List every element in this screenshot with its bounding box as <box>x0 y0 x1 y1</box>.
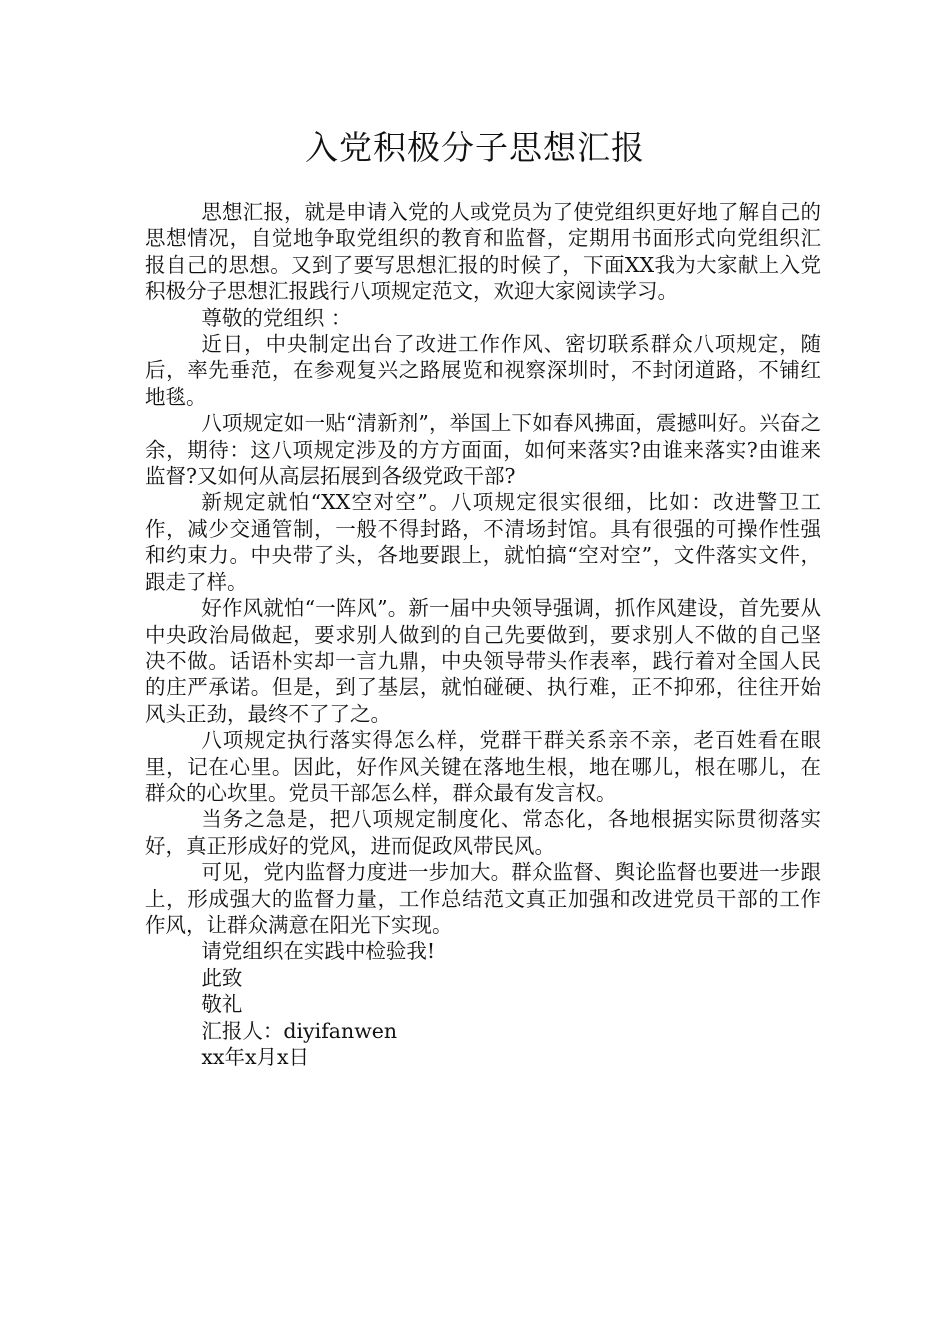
paragraph: 八项规定执行落实得怎么样，党群干群关系亲不亲，老百姓看在眼里，记在心里。因此，好作风关键在落地生根，地在哪儿，根在哪儿，在群众的心坎里。党员干部怎么样，群众最有发言权。 <box>145 728 821 805</box>
paragraph: 可见，党内监督力度进一步加大。群众监督、舆论监督也要进一步跟上，形成强大的监督力量，工作总结范文真正加强和改进党员干部的工作作风，让群众满意在阳光下实现。 <box>145 860 821 937</box>
closing-cizhi: 此致 <box>201 965 243 990</box>
paragraph: 好作风就怕“一阵风”。新一届中央领导强调，抓作风建设，首先要从中央政治局做起，要求别人做到的自己先要做到，要求别人不做的自己坚决不做。话语朴实却一言九鼎，中央领导带头作表率，践行着对全国人民的庄严承诺。但是，到了基层，就怕碰硬、执行难，正不抑邪，往往开始风头正劲，最终不了了之。 <box>145 596 821 726</box>
paragraph: 当务之急是，把八项规定制度化、常态化，各地根据实际贯彻落实好，真正形成好的党风，进而促政风带民风。 <box>145 807 821 858</box>
report-date: xx年x月x日 <box>201 1045 310 1069</box>
document-body <box>145 199 821 1070</box>
paragraph: 新规定就怕“XX空对空”。八项规定很实很细，比如：改进警卫工作，减少交通管制，一般不得封路，不清场封馆。具有很强的可操作性强和约束力。中央带了头，各地要跟上，就怕搞“空对空”，文件落实文件，跟走了样。 <box>145 490 821 594</box>
paragraph: 八项规定如一贴“清新剂”，举国上下如春风拂面，震撼叫好。兴奋之余，期待：这八项规定涉及的方方面面，如何来落实?由谁来落实?由谁来监督?又如何从高层拓展到各级党政干部? <box>145 411 821 489</box>
closing-jingli: 敬礼 <box>201 992 243 1017</box>
reporter-name: 汇报人：diyifanwen <box>201 1018 398 1043</box>
paragraph-intro: 思想汇报，就是申请入党的人或党员为了使党组织更好地了解自己的思想情况，自觉地争取党组织的教育和监督，定期用书面形式向党组织汇报自己的思想。又到了要写思想汇报的时候了，下面XX我为大家献上入党积极分子思想汇报践行八项规定范文，欢迎大家阅读学习。 <box>145 200 821 304</box>
salutation: 尊敬的党组织 ： <box>201 305 352 330</box>
closing-request: 请党组织在实践中检验我! <box>201 939 436 964</box>
document-title: 入党积极分子思想汇报 <box>305 128 645 167</box>
paragraph: 近日，中央制定出台了改进工作作风、密切联系群众八项规定，随后，率先垂范，在参观复兴之路展览和视察深圳时，不封闭道路，不铺红地毯。 <box>145 332 821 409</box>
